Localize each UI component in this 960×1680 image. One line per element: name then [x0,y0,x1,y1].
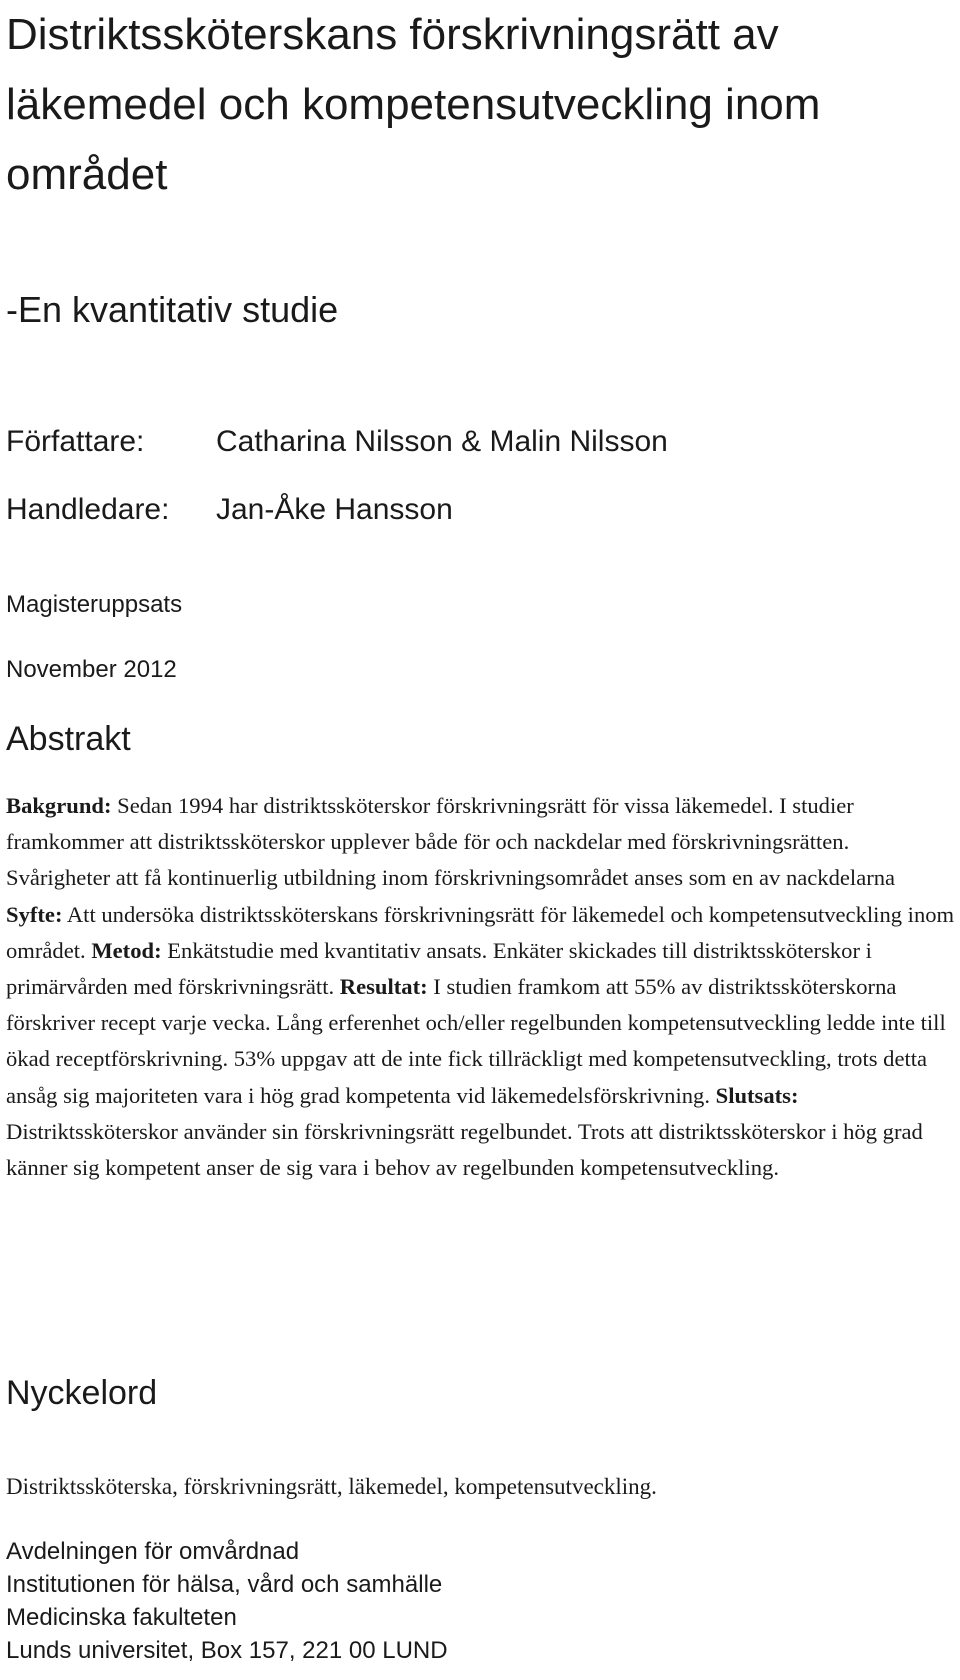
affiliation-department: Avdelningen för omvårdnad [6,1538,300,1565]
authors-value: Catharina Nilsson & Malin Nilsson [216,425,668,458]
thesis-type: Magisteruppsats [6,591,183,618]
aim-label: Syfte: [6,901,63,927]
conclusion-label: Slutsats: [715,1082,799,1108]
method-text: Enkätstudie med kvantitativ ansats. Enkäter skickades till distriktssköterskor i primärvården med förskrivningsrätt. [6,937,872,1000]
background-text: Sedan 1994 har distriktssköterskor förskrivningsrätt för vissa läkemedel. I studier framkommer att distriktssköterskor upplever både för och nackdelar med förskrivningsrätten. Svårigheter att få kontinuerlig utbildning inom förskrivningsområdet anses som en av nackdelarna [6,793,896,891]
authors-row [6,424,668,460]
conclusion-text: Distriktssköterskor använder sin förskrivningsrätt regelbundet. Trots att distriktssköterskor i hög grad känner sig kompetent anser de sig vara i behov av regelbunden kompetensutveckling. [6,1118,923,1181]
affiliation-faculty: Medicinska fakulteten [6,1604,237,1631]
thesis-date: November 2012 [6,656,177,683]
supervisor-value: Jan-Åke Hansson [216,493,453,526]
abstract-heading: Abstrakt [6,720,131,758]
abstract-body [6,788,956,1186]
affiliation-institution: Institutionen för hälsa, vård och samhälle [6,1571,443,1598]
keywords-text: Distriktssköterska, förskrivningsrätt, läkemedel, kompetensutveckling. [6,1474,657,1499]
affiliation-university: Lunds universitet, Box 157, 221 00 LUND [6,1637,448,1664]
authors-label: Författare: [6,425,145,458]
document-title: Distriktssköterskans förskrivningsrätt av läkemedel och kompetensutveckling inom området [6,10,821,199]
results-label: Resultat: [339,974,428,1000]
method-label: Metod: [91,937,162,963]
document-subtitle: -En kvantitativ studie [6,289,339,330]
affiliation-block [6,1535,448,1667]
aim-text: Att undersöka distriktssköterskans förskrivningsrätt för läkemedel och kompetensutveckling inom området. [6,901,955,963]
keywords-heading: Nyckelord [6,1374,158,1412]
supervisor-row [6,492,453,528]
supervisor-label: Handledare: [6,493,170,526]
background-label: Bakgrund: [6,793,112,818]
results-text: I studien framkom att 55% av distriktssköterskorna förskriver recept varje vecka. Lång erferenhet och/eller regelbunden kompetensutveckling ledde inte till ökad receptförskrivning. 53% uppgav att de inte fick tillräckligt med kompetensutveckling, trots detta ansåg sig majoriteten vara i hög grad kompetenta vid läkemedelsförskrivning. [6,974,946,1108]
